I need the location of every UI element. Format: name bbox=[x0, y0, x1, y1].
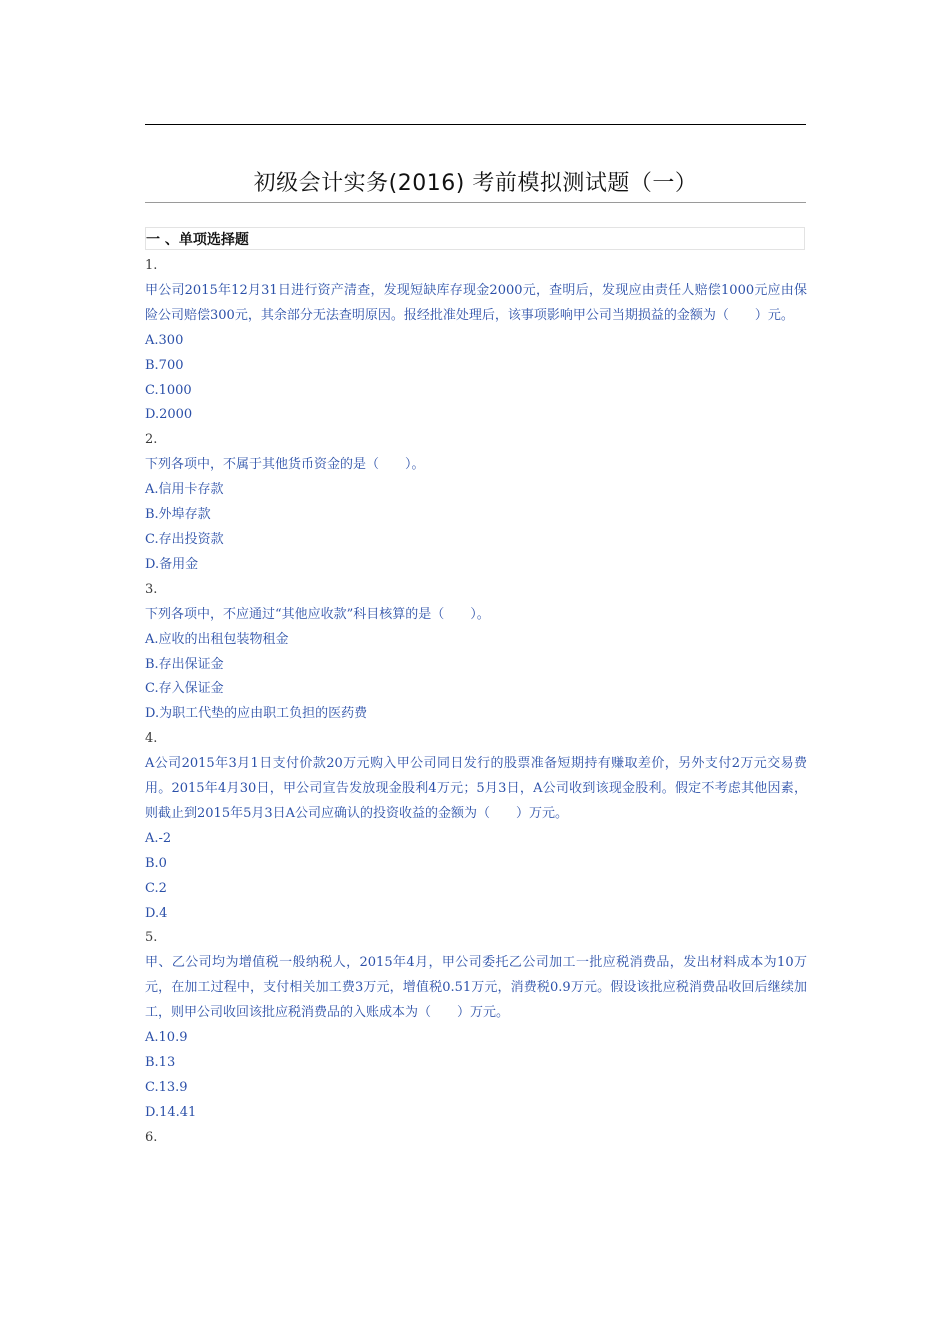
question-number: 2. bbox=[145, 432, 158, 448]
option: C.13.9 bbox=[145, 1079, 188, 1095]
section-heading: 一 、单项选择题 bbox=[146, 232, 249, 248]
question bbox=[145, 926, 807, 1125]
option: C.存出投资款 bbox=[145, 531, 224, 547]
option: A.信用卡存款 bbox=[145, 482, 224, 498]
question bbox=[145, 254, 807, 428]
question bbox=[145, 727, 807, 926]
option: A.300 bbox=[145, 332, 184, 348]
option: C.1000 bbox=[145, 382, 192, 398]
option: D.2000 bbox=[145, 407, 193, 423]
header-rule bbox=[145, 124, 806, 125]
question-number: 4. bbox=[145, 731, 158, 747]
option: B.13 bbox=[145, 1055, 176, 1070]
question-text: 甲公司2015年12月31日进行资产清查，发现短缺库存现金2000元，查明后，发现应由责任人赔偿1000元应由保险公司赔偿300元，其余部分无法查明原因。报经批准处理后，该事项影响甲公司当期损益的金额为（ ）元。 bbox=[145, 282, 807, 323]
section-header-box bbox=[145, 227, 805, 250]
option: D.为职工代垫的应由职工负担的医药费 bbox=[145, 706, 368, 722]
option: B.存出保证金 bbox=[145, 656, 224, 672]
option: A.应收的出租包装物租金 bbox=[145, 631, 289, 647]
question-text: 下列各项中，不属于其他货币资金的是（ ）。 bbox=[145, 457, 425, 473]
option: B.0 bbox=[145, 855, 167, 871]
option: A.-2 bbox=[145, 830, 172, 846]
option: B.外埠存款 bbox=[145, 507, 211, 523]
question-number: 5. bbox=[145, 930, 158, 946]
page-title: 初级会计实务(2016) 考前模拟测试题（一） bbox=[253, 171, 698, 196]
question-text: 下列各项中，不应通过“其他应收款”科目核算的是（ ）。 bbox=[145, 606, 490, 622]
question bbox=[145, 428, 807, 577]
option: D.4 bbox=[145, 905, 168, 921]
question-text: 甲、乙公司均为增值税一般纳税人，2015年4月，甲公司委托乙公司加工一批应税消费品，发出材料成本为10万元，在加工过程中，支付相关加工费3万元，增值税0.51万元，消费税0.9万元。假设该批应税消费品收回后继续加工，则甲公司收回该批应税消费品的入账成本为（ ）万元。 bbox=[145, 955, 807, 1021]
option: A.10.9 bbox=[145, 1030, 188, 1046]
question-number: 1. bbox=[145, 258, 158, 273]
question-list bbox=[145, 254, 807, 1151]
option: D.备用金 bbox=[145, 556, 199, 572]
option: C.存入保证金 bbox=[145, 681, 224, 697]
option: C.2 bbox=[145, 880, 167, 896]
title-rule bbox=[145, 202, 806, 203]
question-number: 3. bbox=[145, 581, 158, 597]
question bbox=[145, 578, 807, 727]
option: D.14.41 bbox=[145, 1104, 197, 1120]
question-text: A公司2015年3月1日支付价款20万元购入甲公司同日发行的股票准备短期持有赚取差价，另外支付2万元交易费用。2015年4月30日，甲公司宣告发放现金股利4万元；5月3日，A公司收到该现金股利。假定不考虑其他因素，则截止到2015年5月3日A公司应确认的投资收益的金额为（ ）万元。 bbox=[145, 756, 807, 821]
option: B.700 bbox=[145, 357, 184, 373]
question-number: 6. bbox=[145, 1129, 158, 1145]
question bbox=[145, 1126, 807, 1151]
